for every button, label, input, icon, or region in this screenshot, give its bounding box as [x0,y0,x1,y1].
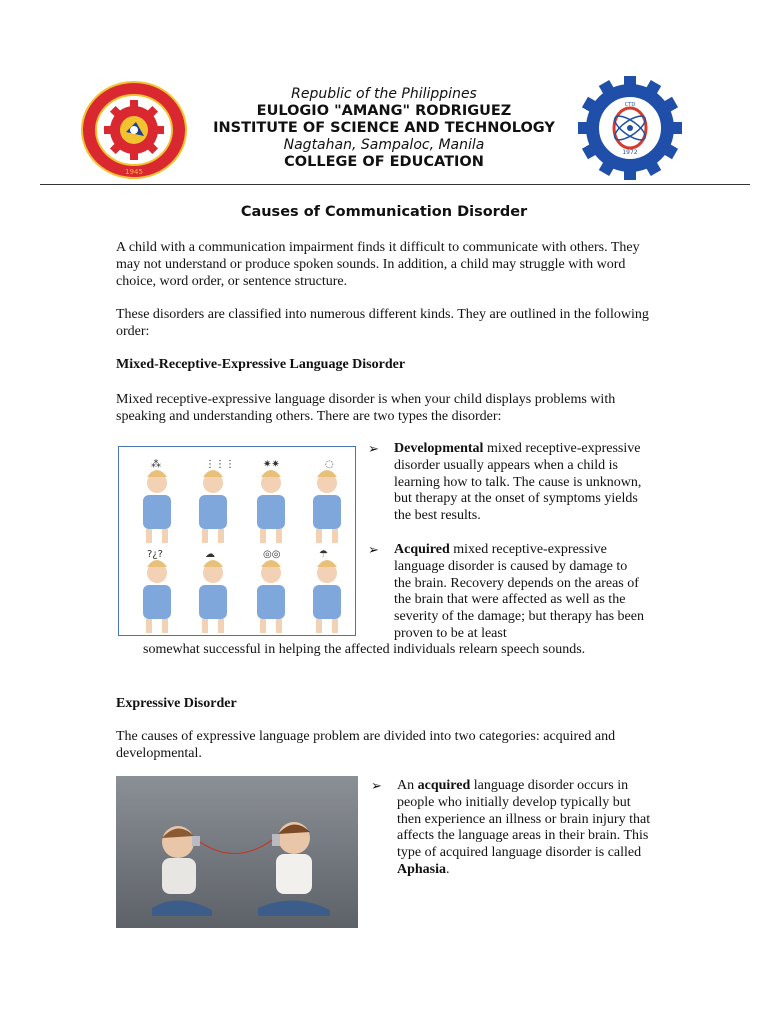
college-name-line: COLLEGE OF EDUCATION [284,154,484,170]
children-expressions-photo [118,446,356,636]
section-heading-mixed: Mixed-Receptive-Expressive Language Disorder [116,357,406,372]
seal-year: 1945 [125,168,143,176]
institute-name-line-1: EULOGIO "AMANG" RODRIGUEZ [256,103,512,119]
address-line: Nagtahan, Sampaloc, Manila [283,137,485,153]
classification-paragraph: These disorders are classified into numerous different kinds. They are outlined in the following order: [116,307,649,339]
bullet-acquired [368,542,644,643]
republic-line: Republic of the Philippines [291,86,477,102]
svg-text:◌: ◌ [325,459,334,470]
document-title: Causes of Communication Disorder [240,204,528,220]
svg-text:☁: ☁ [205,549,215,560]
arrow-bullet-icon: ➢ [368,542,379,557]
child-figure-row-2 [143,549,341,633]
bullet-acquired-expressive-text: language disorder occurs in people who initially develop typically but then experience an illness or brain injury that affects the language areas in their brain. This type of acquired language disorder is called [397,778,651,861]
svg-text:☂: ☂ [319,549,328,560]
bullet-acquired-expressive-term: acquired [417,778,471,793]
bullet-acquired-expressive-end: . [446,861,450,877]
intro-paragraph: A child with a communication impairment finds it difficult to communicate with others. They may not understand or produce spoken sounds. In addition, a child may struggle with word choice, word order, or sentence structure. [116,240,640,289]
svg-text:◎◎: ◎◎ [263,549,281,560]
section-heading-expressive: Expressive Disorder [116,696,237,711]
institute-name-line-2: INSTITUTE OF SCIENCE AND TECHNOLOGY [213,120,555,136]
bullet-developmental [368,441,656,525]
bullet-acquired-expressive-pre: An [397,778,418,793]
arrow-bullet-icon: ➢ [368,441,379,456]
svg-text:⋮⋮⋮: ⋮⋮⋮ [205,459,235,470]
institute-seal-logo [80,80,190,180]
bullet-acquired-continuation: somewhat successful in helping the affected individuals relearn speech sounds. [143,642,586,657]
header-divider [40,184,750,185]
bullet-acquired-text: mixed receptive-expressive language disorder is caused by damage to the brain. Recovery depends on the areas of the brain that were affected as well as the severity of the damage; but therapy has been proven to be at least [394,542,644,641]
mixed-disorder-paragraph: Mixed receptive-expressive language disorder is when your child displays problems with speaking and understanding others. There are two types the disorder: [116,392,616,424]
college-logo-year: 1972 [622,149,638,156]
children-tin-can-phone-photo [116,776,358,928]
svg-text:?¿?: ?¿? [147,549,163,560]
college-of-education-logo [578,76,682,180]
bullet-developmental-term: Developmental [394,441,484,456]
svg-text:✷✷: ✷✷ [263,459,280,470]
bullet-developmental-text: mixed receptive-expressive disorder usually appears when a child is learning how to talk. The cause is unknown, but therapy at the onset of symptoms yields the best results. [394,441,642,524]
child-figure-row-1 [143,458,341,543]
expressive-disorder-paragraph: The causes of expressive language problem are divided into two categories: acquired and developmental. [116,729,616,761]
letterhead [196,86,572,171]
bullet-acquired-expressive [371,778,655,879]
college-logo-badge: CTD [624,102,636,108]
arrow-bullet-icon: ➢ [371,778,382,793]
svg-text:⁂: ⁂ [151,459,161,470]
aphasia-term: Aphasia [397,861,447,877]
bullet-acquired-term: Acquired [394,542,450,557]
